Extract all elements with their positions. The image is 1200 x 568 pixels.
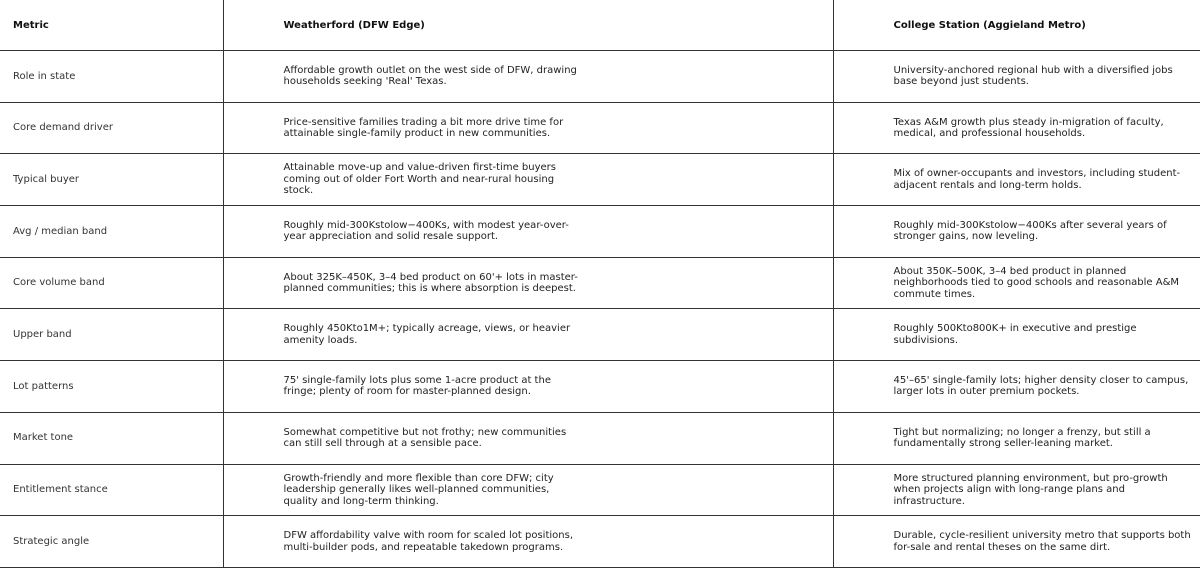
college-station-text: University-anchored regional hub with a diversified jobs base beyond just students. bbox=[893, 64, 1173, 88]
weatherford-text: Affordable growth outlet on the west side of DFW, drawing households seeking 'Real' Texas. bbox=[283, 64, 577, 88]
college-station-text: Tight but normalizing; no longer a frenzy, but still a fundamentally strong seller-leaning market. bbox=[893, 426, 1151, 450]
college-station-text: Durable, cycle-resilient university metro that supports both for-sale and rental theses on the same dirt. bbox=[893, 530, 1191, 553]
header-metric: Metric bbox=[0, 0, 223, 51]
table-row bbox=[0, 516, 1200, 568]
weatherford-text: Somewhat competitive but not frothy; new communities can still sell through at a sensible pace. bbox=[283, 426, 567, 450]
header-row bbox=[0, 0, 1200, 51]
college-station-text: Roughly 500Kto800K+ in executive and prestige subdivisions. bbox=[893, 323, 1137, 346]
weatherford-cell bbox=[223, 257, 833, 309]
table-row bbox=[0, 309, 1200, 361]
table-row bbox=[0, 361, 1200, 413]
table-row bbox=[0, 154, 1200, 206]
table-row bbox=[0, 206, 1200, 258]
college-station-cell bbox=[833, 464, 1200, 516]
weatherford-cell bbox=[223, 309, 833, 361]
weatherford-cell bbox=[223, 206, 833, 258]
weatherford-cell bbox=[223, 102, 833, 154]
weatherford-text: Roughly mid-300Kstolow−400Ks, with modest year-over-year appreciation and solid resale support. bbox=[283, 219, 569, 243]
metric-cell: Lot patterns bbox=[0, 361, 223, 413]
weatherford-cell bbox=[223, 464, 833, 516]
weatherford-cell bbox=[223, 51, 833, 103]
college-station-text: 45'–65' single-family lots; higher density closer to campus, larger lots in outer premium pockets. bbox=[893, 374, 1189, 398]
college-station-text: Texas A&M growth plus steady in-migration of faculty, medical, and professional households. bbox=[893, 116, 1164, 140]
college-station-cell bbox=[833, 206, 1200, 258]
metric-cell: Market tone bbox=[0, 412, 223, 464]
weatherford-text: Growth-friendly and more flexible than core DFW; city leadership generally likes well-planned communities, quality and long-term thinking. bbox=[283, 472, 554, 507]
college-station-cell bbox=[833, 309, 1200, 361]
metric-cell: Typical buyer bbox=[0, 154, 223, 206]
college-station-cell bbox=[833, 51, 1200, 103]
metric-cell: Avg / median band bbox=[0, 206, 223, 258]
metric-cell: Role in state bbox=[0, 51, 223, 103]
weatherford-text: About 325K–450K, 3–4 bed product on 60'+ lots in master-planned communities; this is where absorption is deepest. bbox=[283, 271, 578, 295]
metric-cell: Upper band bbox=[0, 309, 223, 361]
weatherford-text: Attainable move-up and value-driven first-time buyers coming out of older Fort Worth and near-rural housing stock. bbox=[283, 162, 556, 197]
college-station-cell bbox=[833, 102, 1200, 154]
table-header bbox=[0, 0, 1200, 51]
college-station-cell bbox=[833, 361, 1200, 413]
header-weatherford: Weatherford (DFW Edge) bbox=[223, 0, 833, 51]
weatherford-cell bbox=[223, 361, 833, 413]
college-station-cell bbox=[833, 516, 1200, 568]
table-row bbox=[0, 464, 1200, 516]
college-station-text: Mix of owner-occupants and investors, including student-adjacent rentals and long-term holds. bbox=[893, 168, 1181, 191]
weatherford-cell bbox=[223, 154, 833, 206]
metric-cell: Strategic angle bbox=[0, 516, 223, 568]
weatherford-text: DFW affordability valve with room for scaled lot positions, multi-builder pods, and repeatable takedown programs. bbox=[283, 530, 573, 553]
college-station-text: More structured planning environment, but pro-growth when projects align with long-range plans and infrastructure. bbox=[893, 472, 1168, 507]
weatherford-text: Price-sensitive families trading a bit more drive time for attainable single-family product in new communities. bbox=[283, 116, 564, 140]
metric-cell: Core volume band bbox=[0, 257, 223, 309]
metric-cell: Entitlement stance bbox=[0, 464, 223, 516]
college-station-cell bbox=[833, 154, 1200, 206]
weatherford-cell bbox=[223, 412, 833, 464]
table-row bbox=[0, 51, 1200, 103]
header-college-station: College Station (Aggieland Metro) bbox=[833, 0, 1200, 51]
table-row bbox=[0, 102, 1200, 154]
college-station-text: Roughly mid-300Kstolow−400Ks after several years of stronger gains, now leveling. bbox=[893, 219, 1167, 243]
table-row bbox=[0, 412, 1200, 464]
weatherford-text: Roughly 450Kto1M+; typically acreage, views, or heavier amenity loads. bbox=[283, 323, 571, 346]
college-station-cell bbox=[833, 257, 1200, 309]
table-body bbox=[0, 51, 1200, 568]
college-station-text: About 350K–500K, 3–4 bed product in planned neighborhoods tied to good schools and reasonable A&M commute times. bbox=[893, 265, 1180, 300]
weatherford-text: 75' single-family lots plus some 1-acre product at the fringe; plenty of room for master-planned design. bbox=[283, 374, 551, 398]
weatherford-cell bbox=[223, 516, 833, 568]
metric-cell: Core demand driver bbox=[0, 102, 223, 154]
college-station-cell bbox=[833, 412, 1200, 464]
table-row bbox=[0, 257, 1200, 309]
